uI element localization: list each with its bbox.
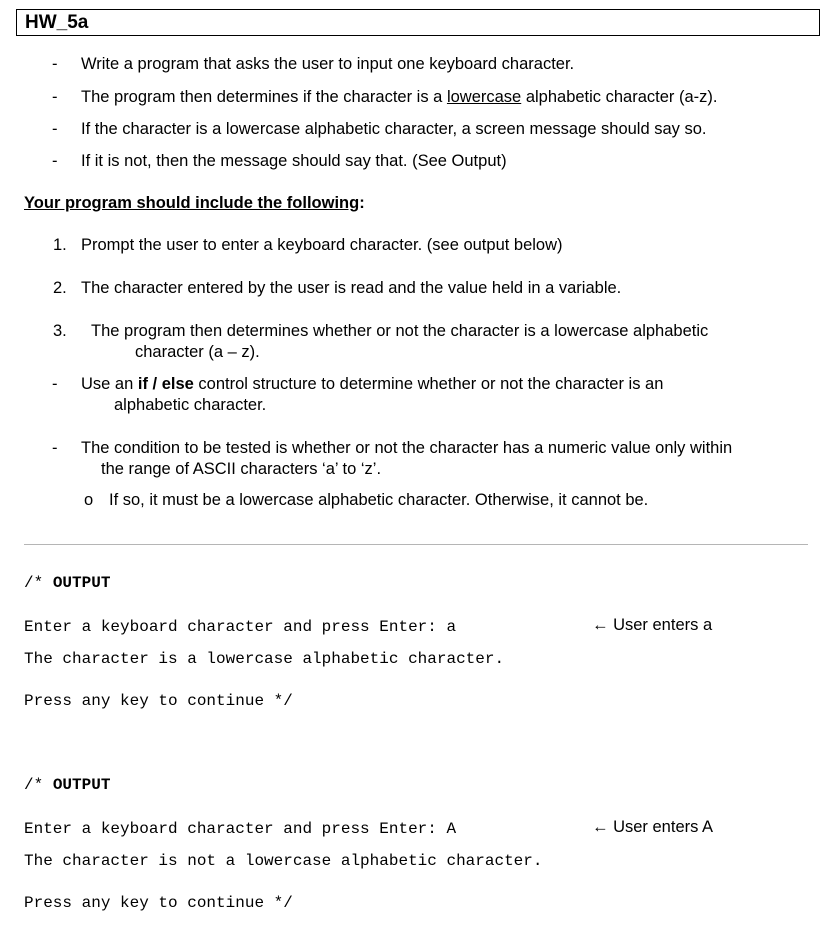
sub-bullet-2-line1: The condition to be tested is whether or not the character has a numeric value only within [81,439,733,457]
title-box [16,9,820,36]
output-2-result: The character is not a lowercase alphabetic character. [24,852,543,870]
output-2-header: /* OUTPUT [24,776,111,794]
output-1-note: ← User enters a [592,616,713,634]
numbered-1-text: Prompt the user to enter a keyboard character. (see output below) [81,236,563,254]
bullet-2: The program then determines if the character is a lowercase alphabetic character (a-z). [81,88,718,106]
output-1-result: The character is a lowercase alphabetic character. [24,650,505,668]
output-1-footer: Press any key to continue */ [24,692,293,710]
bullet-dash: - [52,88,58,106]
numbered-3-line1: The program then determines whether or not the character is a lowercase alphabetic [91,322,709,340]
numbered-3-line2: character (a – z). [135,343,260,361]
bullet-4: If it is not, then the message should say that. (See Output) [81,152,507,170]
numbered-1-num: 1. [53,236,67,254]
output-1-header: /* OUTPUT [24,574,111,592]
sub-bullet-2-line2: the range of ASCII characters ‘a’ to ‘z’. [101,460,382,478]
bullet-1: Write a program that asks the user to input one keyboard character. [81,55,575,73]
output-2-footer: Press any key to continue */ [24,894,293,912]
bullet-dash: - [52,375,58,393]
bullet-dash: - [52,120,58,138]
underlined-lowercase: lowercase [446,88,522,106]
output-2-note: ← User enters A [592,818,714,836]
output-1-prompt: Enter a keyboard character and press Enter: a [24,618,457,636]
sub-bullet-1-line2: alphabetic character. [114,396,267,414]
numbered-2-text: The character entered by the user is read and the value held in a variable. [81,279,622,297]
numbered-3-num: 3. [53,322,67,340]
bullet-dash: - [52,439,58,457]
circle-item: If so, it must be a lowercase alphabetic character. Otherwise, it cannot be. [109,491,649,509]
sub-bullet-1-line1: Use an if / else control structure to determine whether or not the character is an [81,375,664,393]
bullet-3: If the character is a lowercase alphabetic character, a screen message should say so. [81,120,707,138]
divider [24,544,808,545]
page-title: HW_5a [25,12,89,33]
requirements-heading: Your program should include the following: [24,194,365,212]
numbered-2-num: 2. [53,279,67,297]
bullet-dash: - [52,55,58,73]
circle-bullet: o [84,491,94,509]
if-else-keyword: if / else [137,375,194,393]
bullet-dash: - [52,152,58,170]
output-2-prompt: Enter a keyboard character and press Enter: A [24,820,457,838]
